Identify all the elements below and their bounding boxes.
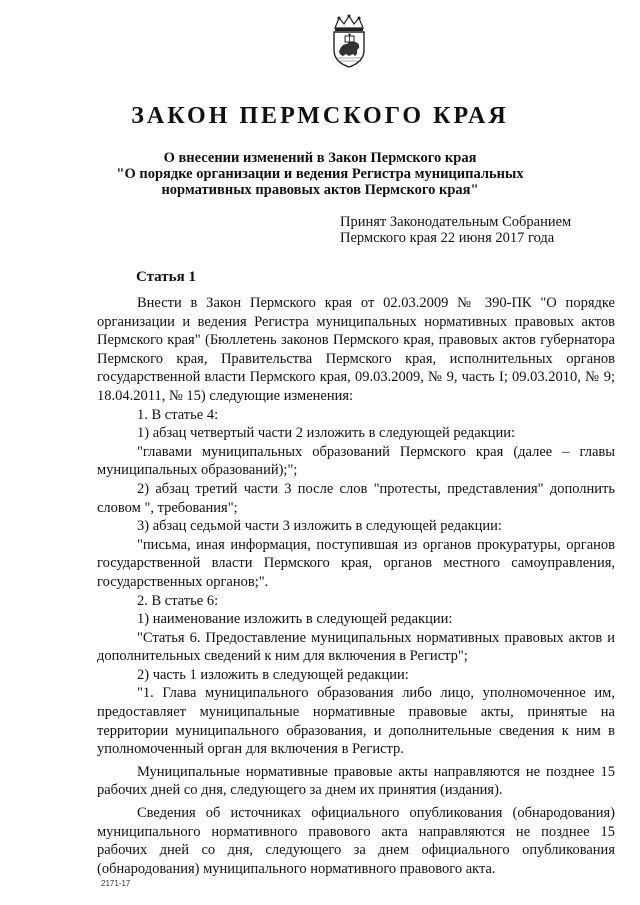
paragraph: 2) часть 1 изложить в следующей редакции:: [137, 666, 409, 683]
law-title: ЗАКОН ПЕРМСКОГО КРАЯ: [131, 103, 509, 129]
adoption-note: [340, 214, 571, 246]
paragraph: "главами муниципальных образований Пермского края (далее – главы муниципальных образований);";: [97, 443, 615, 479]
subtitle-line: "О порядке организации и ведения Регистра муниципальных: [116, 166, 524, 182]
paragraph: "Статья 6. Предоставление муниципальных нормативных правовых актов и дополнительных сведений к ним для включения в Регистр";: [97, 629, 615, 665]
perm-krai-coat-of-arms-icon: [327, 14, 371, 68]
paragraph: 3) абзац седьмой части 3 изложить в следующей редакции:: [137, 518, 502, 535]
paragraph: 1) наименование изложить в следующей редакции:: [137, 611, 453, 628]
subtitle-line: нормативных правовых актов Пермского края": [161, 182, 479, 198]
article-heading: Статья 1: [136, 269, 196, 285]
article-body: [97, 294, 615, 878]
subtitle-line: О внесении изменений в Закон Пермского края: [163, 150, 477, 166]
paragraph: 1) абзац четвертый части 2 изложить в следующей редакции:: [137, 425, 516, 442]
paragraph: 2) абзац третий части 3 после слов "протесты, представления" дополнить словом ", требования";: [97, 480, 615, 516]
paragraph: "письма, иная информация, поступившая из органов прокуратуры, органов государственной власти Пермского края, органов местного самоуправления, государственных органов;".: [97, 536, 615, 590]
document-code: 2171-17: [101, 879, 131, 888]
adoption-line: Пермского края 22 июня 2017 года: [340, 230, 555, 246]
paragraph: Внести в Закон Пермского края от 02.03.2009 № 390-ПК "О порядке организации и ведения Регистра муниципальных нормативных правовых актов Пермского края" (Бюллетень законов Пермского края, правовых актов губернатора Пермского края, Правительства Пермского края, исполнительных органов государственной власти Пермского края, 09.03.2009, № 9, часть I; 09.03.2010, № 9; 18.04.2011, № 15) следующие изменения:: [97, 295, 615, 404]
paragraph: 1. В статье 4:: [137, 406, 219, 423]
paragraph: Муниципальные нормативные правовые акты направляются не позднее 15 рабочих дней со дня, следующего за днем их принятия (издания).: [97, 763, 615, 799]
adoption-line: Принят Законодательным Собранием: [340, 214, 572, 230]
paragraph: 2. В статье 6:: [137, 592, 219, 609]
paragraph: Сведения об источниках официального опубликования (обнародования) муниципального нормативного правового акта направляются не позднее 15 рабочих дней со дня, следующего за днем официального опубликования (обнародования) муниципального нормативного правового акта.: [97, 805, 615, 877]
law-subtitle: [0, 150, 640, 198]
paragraph: "1. Глава муниципального образования либо лицо, уполномоченное им, предоставляет муниципальные нормативные правовые акты, принятые на территории муниципального образования, и дополнительные сведения к ним в уполномоченный орган для включения в Регистр.: [97, 685, 615, 758]
